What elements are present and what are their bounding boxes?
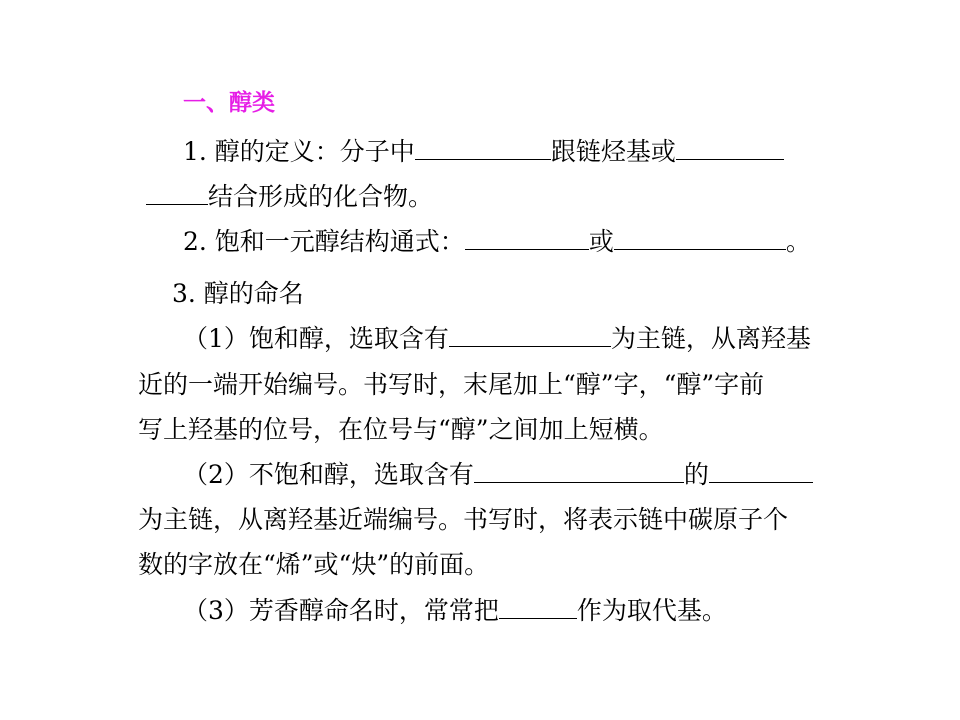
aromatic-line: [183, 596, 727, 626]
saturated-prefix: （1）饱和醇，选取含有: [183, 324, 449, 353]
heading: 一、醇类: [183, 90, 275, 116]
unsaturated-blank-2[interactable]: [709, 460, 813, 483]
unsaturated-line-2: 为主链，从离羟基近端编号。书写时，将表示链中碳原子个: [138, 505, 789, 534]
saturated-line-2: 近的一端开始编号。书写时，末尾加上“醇”字，“醇”字前: [138, 370, 765, 399]
unsaturated-blank-1[interactable]: [474, 460, 684, 483]
aromatic-suffix: 作为取代基。: [576, 596, 727, 625]
formula-prefix: 2. 饱和一元醇结构通式：: [183, 227, 465, 256]
definition-blank-2-continued[interactable]: [146, 182, 208, 205]
definition-blank-2[interactable]: [676, 137, 784, 160]
definition-blank-1[interactable]: [415, 137, 551, 160]
definition-line-1: [183, 137, 784, 167]
saturated-after-blank: 为主链，从离羟基: [610, 324, 811, 353]
formula-blank-2[interactable]: [614, 227, 786, 250]
definition-prefix: 1. 醇的定义：分子中: [183, 137, 415, 166]
formula-suffix: 。: [785, 227, 811, 256]
formula-blank-1[interactable]: [465, 227, 589, 250]
saturated-line-1: [183, 324, 811, 354]
definition-suffix: 结合形成的化合物。: [208, 182, 434, 211]
aromatic-blank[interactable]: [499, 596, 577, 619]
naming-title: 3. 醇的命名: [172, 279, 304, 308]
saturated-blank[interactable]: [449, 324, 611, 347]
aromatic-prefix: （3）芳香醇命名时，常常把: [183, 596, 499, 625]
formula-line: [183, 227, 811, 257]
unsaturated-middle: 的: [683, 460, 709, 489]
saturated-line-3: 写上羟基的位号，在位号与“醇”之间加上短横。: [138, 415, 664, 444]
unsaturated-prefix: （2）不饱和醇，选取含有: [183, 460, 474, 489]
formula-middle: 或: [588, 227, 614, 256]
unsaturated-line-3: 数的字放在“烯”或“炔”的前面。: [138, 550, 490, 579]
definition-line-2: [146, 182, 433, 212]
unsaturated-line-1: [183, 460, 813, 490]
definition-middle: 跟链烃基或: [550, 137, 676, 166]
